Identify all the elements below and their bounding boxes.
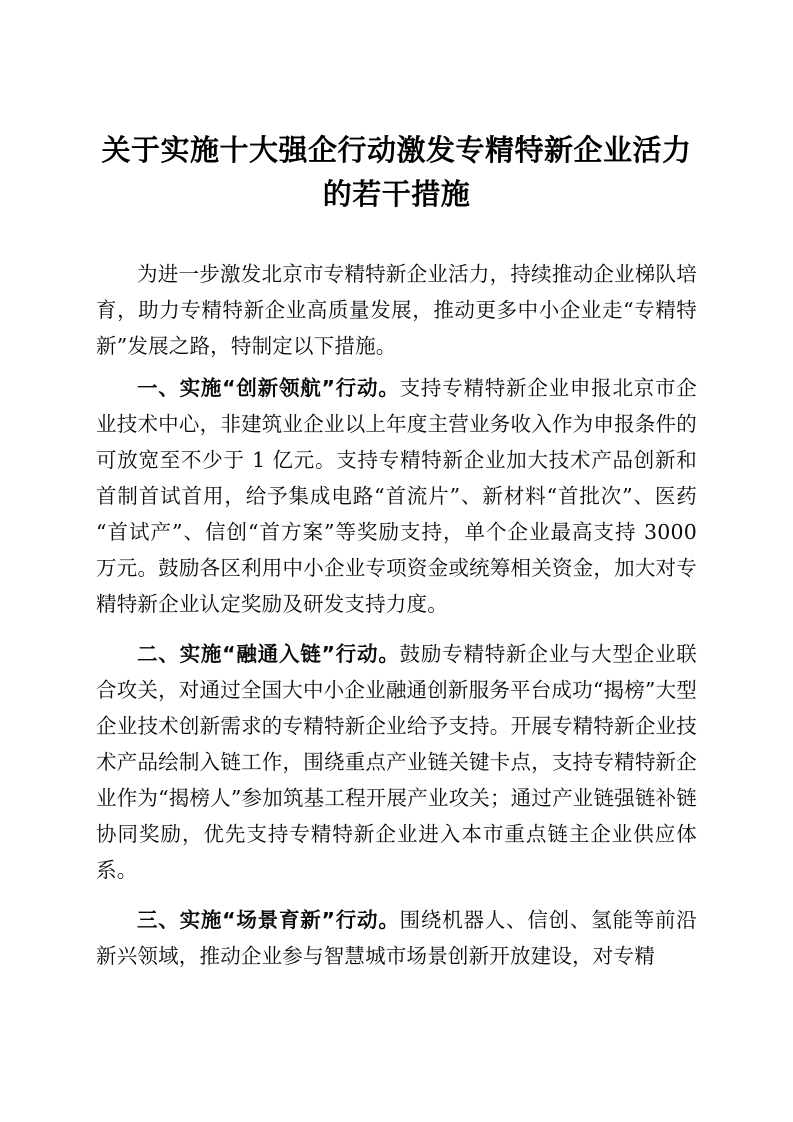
paragraph-intro — [96, 256, 697, 364]
paragraph-lead: 一、实施“创新领航”行动。 — [137, 376, 400, 400]
paragraph-lead: 二、实施“融通入链”行动。 — [137, 642, 400, 666]
paragraph-text: 鼓励专精特新企业与大型企业联合攻关，对通过全国大中小企业融通创新服务平台成功“揭榜”大型企业技术创新需求的专精特新企业给予支持。开展专精特新企业技术产品绘制入链工作，围绕重点产业链关键卡点，支持专精特新企业作为“揭榜人”参加筑基工程开展产业攻关；通过产业链强链补链协同奖励，优先支持专精特新企业进入本市重点链主企业供应体系。 — [96, 642, 697, 882]
paragraph-measure-1 — [96, 370, 697, 622]
paragraph-text: 为进一步激发北京市专精特新企业活力，持续推动企业梯队培育，助力专精特新企业高质量发展，推动更多中小企业走“专精特新”发展之路，特制定以下措施。 — [96, 262, 697, 358]
paragraph-measure-2 — [96, 636, 697, 888]
paragraph-measure-3 — [96, 902, 697, 974]
paragraph-lead: 三、实施“场景育新”行动。 — [137, 908, 400, 932]
page-title: 关于实施十大强企行动激发专精特新企业活力的若干措施 — [101, 133, 692, 211]
paragraph-text: 支持专精特新企业申报北京市企业技术中心，非建筑业企业以上年度主营业务收入作为申报条件的可放宽至不少于 1 亿元。支持专精特新企业加大技术产品创新和首制首试首用，给予集成电路“首流片”、新材料“首批次”、医药“首试产”、信创“首方案”等奖励支持，单个企业最高支持 3000 万元。鼓励各区利用中小企业专项资金或统筹相关资金，加大对专精特新企业认定奖励及研发支持力度。 — [96, 376, 697, 616]
document-body — [96, 256, 697, 974]
paragraph-text: 围绕机器人、信创、氢能等前沿新兴领域，推动企业参与智慧城市场景创新开放建设，对专精 — [96, 908, 697, 968]
